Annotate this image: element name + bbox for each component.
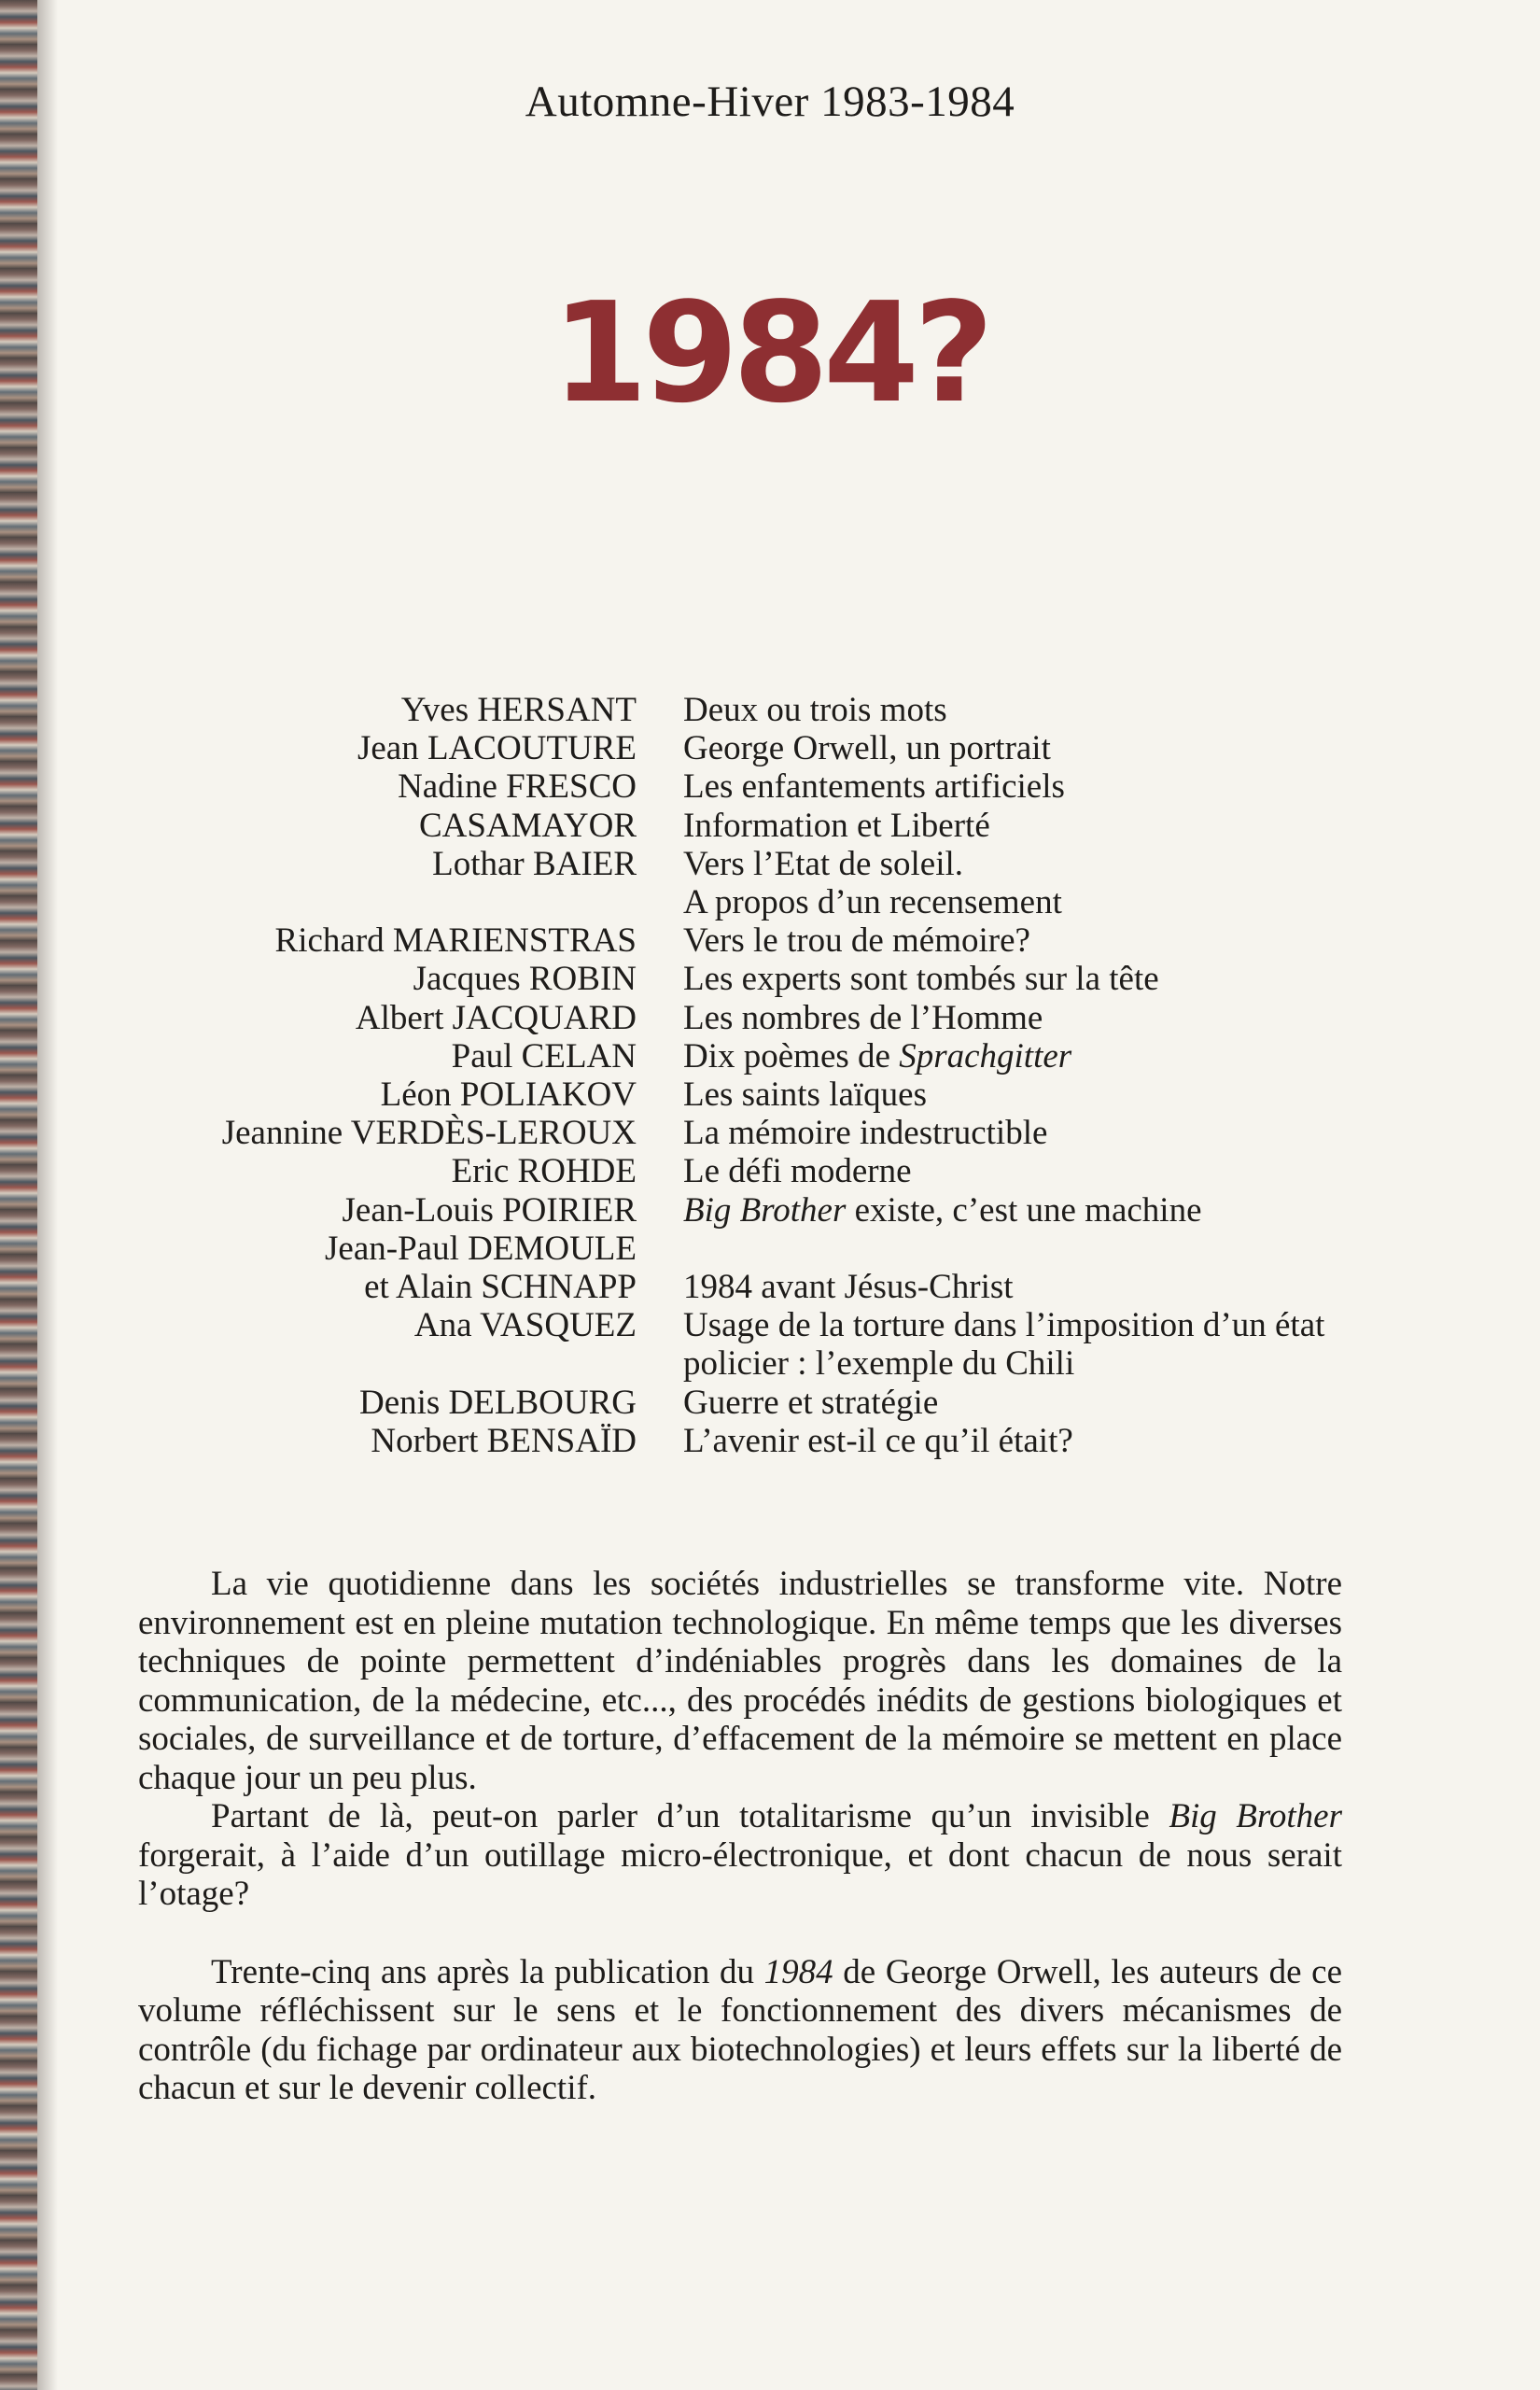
toc-row (0, 1344, 1540, 1383)
toc-title: Vers l’Etat de soleil. (683, 844, 964, 883)
toc-row (0, 960, 1540, 998)
toc-author: Eric ROHDE (451, 1152, 637, 1191)
toc-author: Jeannine VERDÈS-LEROUX (221, 1114, 637, 1153)
summary-paragraph-2 (138, 1797, 1342, 1914)
page-title: 1984? (552, 273, 988, 433)
toc-title: policier : l’exemple du Chili (683, 1344, 1075, 1384)
toc-title: La mémoire indestructible (683, 1114, 1048, 1153)
summary-italic-segment: Big Brother (1169, 1797, 1343, 1835)
summary-text-segment: Trente-cinq ans après la publication du (211, 1952, 764, 1991)
toc-author: Jean-Paul DEMOULE (325, 1229, 637, 1268)
toc-title: Les experts sont tombés sur la tête (683, 960, 1159, 999)
toc-title (683, 1037, 1486, 1076)
toc-title: Le défi moderne (683, 1152, 912, 1191)
toc-title: Usage de la torture dans l’imposition d’un état (683, 1306, 1325, 1345)
toc-title: Guerre et stratégie (683, 1383, 939, 1422)
toc-author: Ana VASQUEZ (413, 1306, 637, 1345)
toc-title: Les enfantements artificiels (683, 767, 1065, 807)
toc-row (0, 999, 1540, 1037)
toc-row (0, 845, 1540, 883)
summary-italic-segment: 1984 (763, 1952, 833, 1991)
toc-author: Richard MARIENSTRAS (274, 921, 637, 961)
toc-title: 1984 avant Jésus-Christ (683, 1268, 1014, 1307)
toc-title: Information et Liberté (683, 806, 990, 845)
toc-title: Deux ou trois mots (683, 691, 947, 729)
table-of-contents (0, 691, 1540, 1460)
toc-author: Norbert BENSAÏD (371, 1421, 637, 1460)
toc-author: Jacques ROBIN (413, 960, 637, 999)
toc-row (0, 1191, 1540, 1230)
toc-title (683, 1191, 1486, 1230)
toc-row (0, 767, 1540, 806)
toc-author: Léon POLIAKOV (380, 1076, 637, 1115)
toc-row (0, 883, 1540, 921)
toc-title: Les saints laïques (683, 1076, 928, 1115)
toc-row (0, 1037, 1540, 1076)
issue-season: Automne-Hiver 1983-1984 (525, 77, 1015, 126)
toc-title: Vers le trou de mémoire? (683, 921, 1030, 961)
toc-row (0, 1306, 1540, 1344)
toc-title-text: existe, c’est une machine (846, 1190, 1202, 1230)
toc-row (0, 729, 1540, 767)
toc-row (0, 807, 1540, 845)
toc-title-italic: Big Brother (683, 1190, 847, 1230)
toc-row (0, 691, 1540, 729)
summary-paragraph-3 (138, 1953, 1342, 2108)
toc-author: Jean-Louis POIRIER (342, 1190, 637, 1230)
toc-author: Yves HERSANT (400, 691, 637, 729)
toc-title: A propos d’un recensement (683, 883, 1062, 922)
toc-title-italic: Sprachgitter (899, 1036, 1072, 1076)
toc-row (0, 921, 1540, 960)
toc-row (0, 1268, 1540, 1306)
toc-author: Paul CELAN (451, 1036, 637, 1076)
summary-text-segment: Partant de là, peut-on parler d’un totalitarisme qu’un invisible (211, 1797, 1169, 1835)
summary-paragraph-1: La vie quotidienne dans les sociétés industrielles se transforme vite. Notre environnement est en pleine mutation technologique. En même temps que les diverses techniques de pointe permettent d’indéniables progrès dans les domaines de la communication, de la médecine, etc..., des procédés inédits de gestions biologiques et sociales, de surveillance et de torture, d’effacement de la mémoire se mettent en place chaque jour un peu plus. (138, 1565, 1342, 1797)
toc-row (0, 1230, 1540, 1268)
toc-row (0, 1422, 1540, 1460)
toc-title-text: Dix poèmes de (683, 1036, 900, 1076)
summary-text-segment: de George Orwell, les auteurs de ce volume réfléchissent sur le sens et le fonctionnement des divers mécanismes de contrôle (du fichage par ordinateur aux biotechnologies) et leurs effets sur la liberté de chacun et sur le devenir collectif. (138, 1952, 1342, 2107)
toc-row (0, 1152, 1540, 1190)
toc-title: L’avenir est-il ce qu’il était? (683, 1421, 1073, 1460)
summary-text (138, 1565, 1342, 2108)
toc-author: Denis DELBOURG (358, 1383, 637, 1422)
toc-author: et Alain SCHNAPP (364, 1268, 637, 1307)
toc-author: Nadine FRESCO (398, 767, 637, 807)
toc-author: Jean LACOUTURE (357, 729, 637, 768)
toc-title: George Orwell, un portrait (683, 729, 1051, 768)
toc-author: CASAMAYOR (418, 806, 637, 845)
summary-text-segment: forgerait, à l’aide d’un outillage micro-électronique, et dont chacun de nous serait l’otage? (138, 1835, 1342, 1913)
toc-author: Lothar BAIER (432, 844, 637, 883)
toc-author: Albert JACQUARD (355, 998, 637, 1037)
toc-row (0, 1114, 1540, 1152)
toc-row (0, 1384, 1540, 1422)
toc-row (0, 1076, 1540, 1114)
toc-title: Les nombres de l’Homme (683, 998, 1043, 1037)
